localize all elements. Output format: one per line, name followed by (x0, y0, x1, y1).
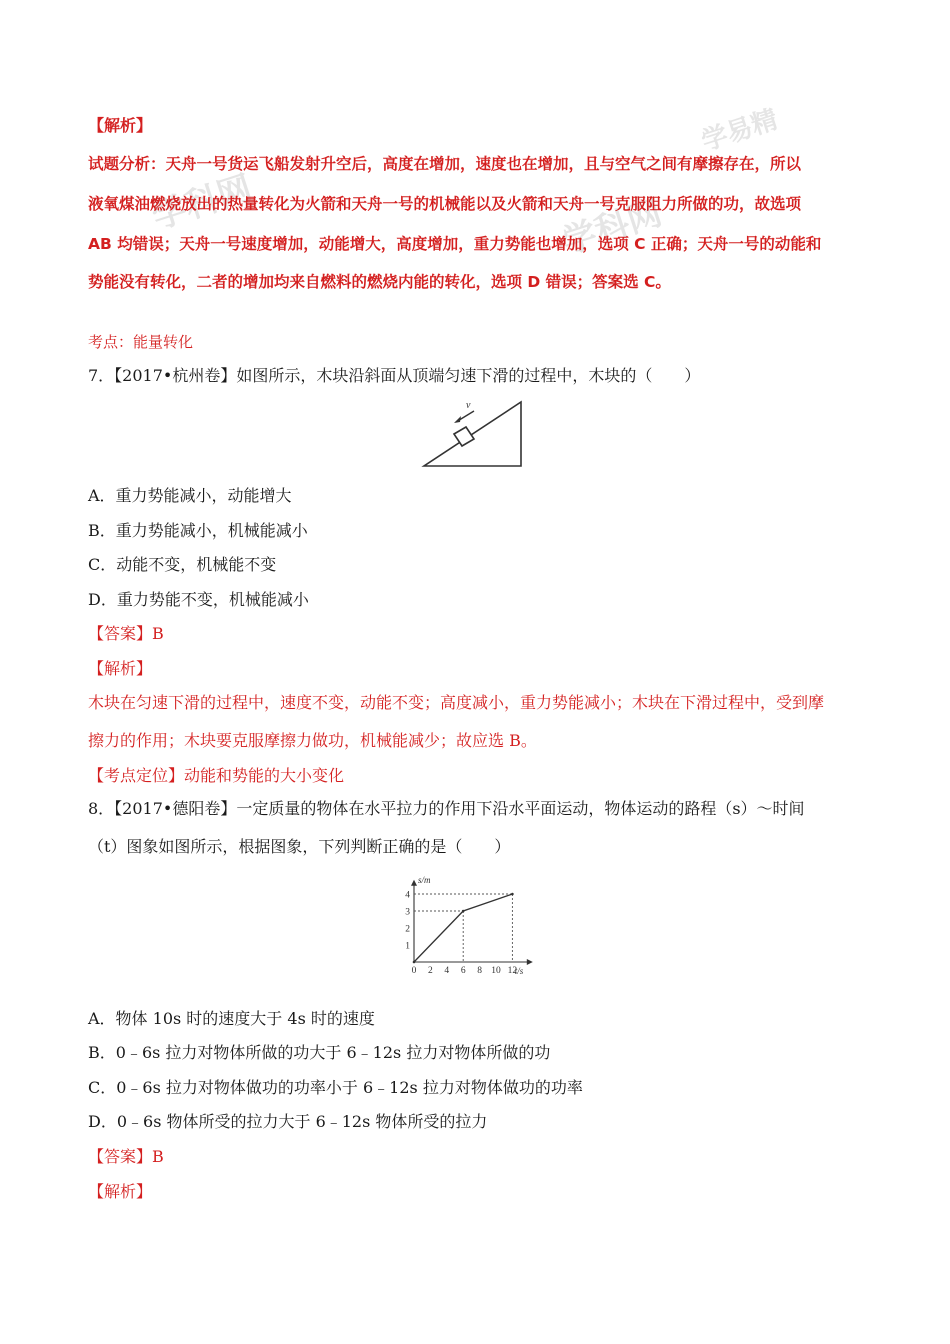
question-7-stem: 7．【2017•杭州卷】如图所示，木块沿斜面从顶端匀速下滑的过程中，木块的（ ） (88, 366, 701, 385)
data-point (511, 893, 514, 896)
x-tick-label: 8 (477, 966, 482, 976)
answer: 【答案】B (88, 624, 164, 643)
x-tick-label: 4 (444, 966, 450, 976)
analysis-text: 试题分析：天舟一号货运飞船发射升空后，高度在增加，速度也在增加，且与空气之间有摩擦存在，所以 (88, 155, 802, 173)
option-c: C．0﹣6s 拉力对物体做功的功率小于 6﹣12s 拉力对物体做功的功率 (88, 1078, 583, 1097)
analysis-text: 木块在匀速下滑的过程中，速度不变，动能不变；高度减小，重力势能减小；木块在下滑过程中，受到摩 (88, 693, 825, 712)
watermark: 学科网 (147, 168, 257, 238)
x-axis-label: t/s (514, 966, 524, 976)
y-tick-label: 1 (405, 941, 410, 952)
option-d: D．0﹣6s 物体所受的拉力大于 6﹣12s 物体所受的拉力 (88, 1112, 488, 1131)
analysis-text: 擦力的作用；木块要克服摩擦力做功，机械能减少；故应选 B。 (88, 731, 537, 750)
option-c: C．动能不变，机械能不变 (88, 555, 277, 574)
x-tick-label: 12 (507, 966, 518, 976)
y-axis-label: s/m (418, 874, 431, 885)
watermark: 学科网 (557, 193, 667, 263)
incline-figure (418, 396, 528, 470)
data-point (413, 961, 416, 964)
analysis-header: 【解析】 (88, 116, 153, 135)
x-tick-label: 10 (491, 966, 501, 976)
analysis-text: 势能没有转化，二者的增加均来自燃料的燃烧内能的转化，选项 D 错误；答案选 C。 (88, 273, 671, 291)
velocity-arrow-head (454, 416, 461, 423)
y-tick-label: 3 (405, 907, 410, 918)
data-point (462, 910, 465, 913)
x-axis-arrow (527, 959, 533, 965)
x-tick-label: 2 (428, 966, 433, 976)
option-a: A．重力势能减小，动能增大 (88, 486, 292, 505)
y-tick-label: 4 (405, 890, 410, 901)
kaodian-label: 【考点定位】动能和势能的大小变化 (88, 766, 345, 785)
question-8-stem: （t）图象如图所示，根据图象，下列判断正确的是（ ） (88, 837, 511, 856)
analysis-header: 【解析】 (88, 659, 153, 678)
option-b: B．0﹣6s 拉力对物体所做的功大于 6﹣12s 拉力对物体所做的功 (88, 1043, 551, 1062)
wooden-block (454, 427, 474, 446)
x-tick-label: 6 (460, 966, 466, 976)
question-8-stem: 8．【2017•德阳卷】一定质量的物体在水平拉力的作用下沿水平面运动，物体运动的路程（s）～时间 (88, 799, 805, 818)
analysis-text: AB 均错误；天舟一号速度增加，动能增大，高度增加，重力势能也增加，选项 C 正确；天舟一号的动能和 (88, 235, 822, 253)
option-a: A．物体 10s 时的速度大于 4s 时的速度 (88, 1009, 375, 1028)
option-d: D．重力势能不变，机械能减小 (88, 590, 309, 609)
y-tick-label: 2 (405, 924, 410, 935)
y-axis-arrow (411, 880, 417, 886)
analysis-header: 【解析】 (88, 1182, 153, 1201)
x-tick-label: 0 (411, 966, 417, 976)
option-b: B．重力势能减小，机械能减小 (88, 521, 308, 540)
s-t-chart (394, 868, 559, 980)
watermark: 学易精 (698, 104, 782, 158)
kaodian-label: 考点：能量转化 (88, 333, 194, 351)
answer: 【答案】B (88, 1147, 164, 1166)
velocity-label: v (466, 400, 471, 411)
analysis-text: 液氧煤油燃烧放出的热量转化为火箭和天舟一号的机械能以及火箭和天舟一号克服阻力所做的功，故选项 (88, 195, 802, 213)
